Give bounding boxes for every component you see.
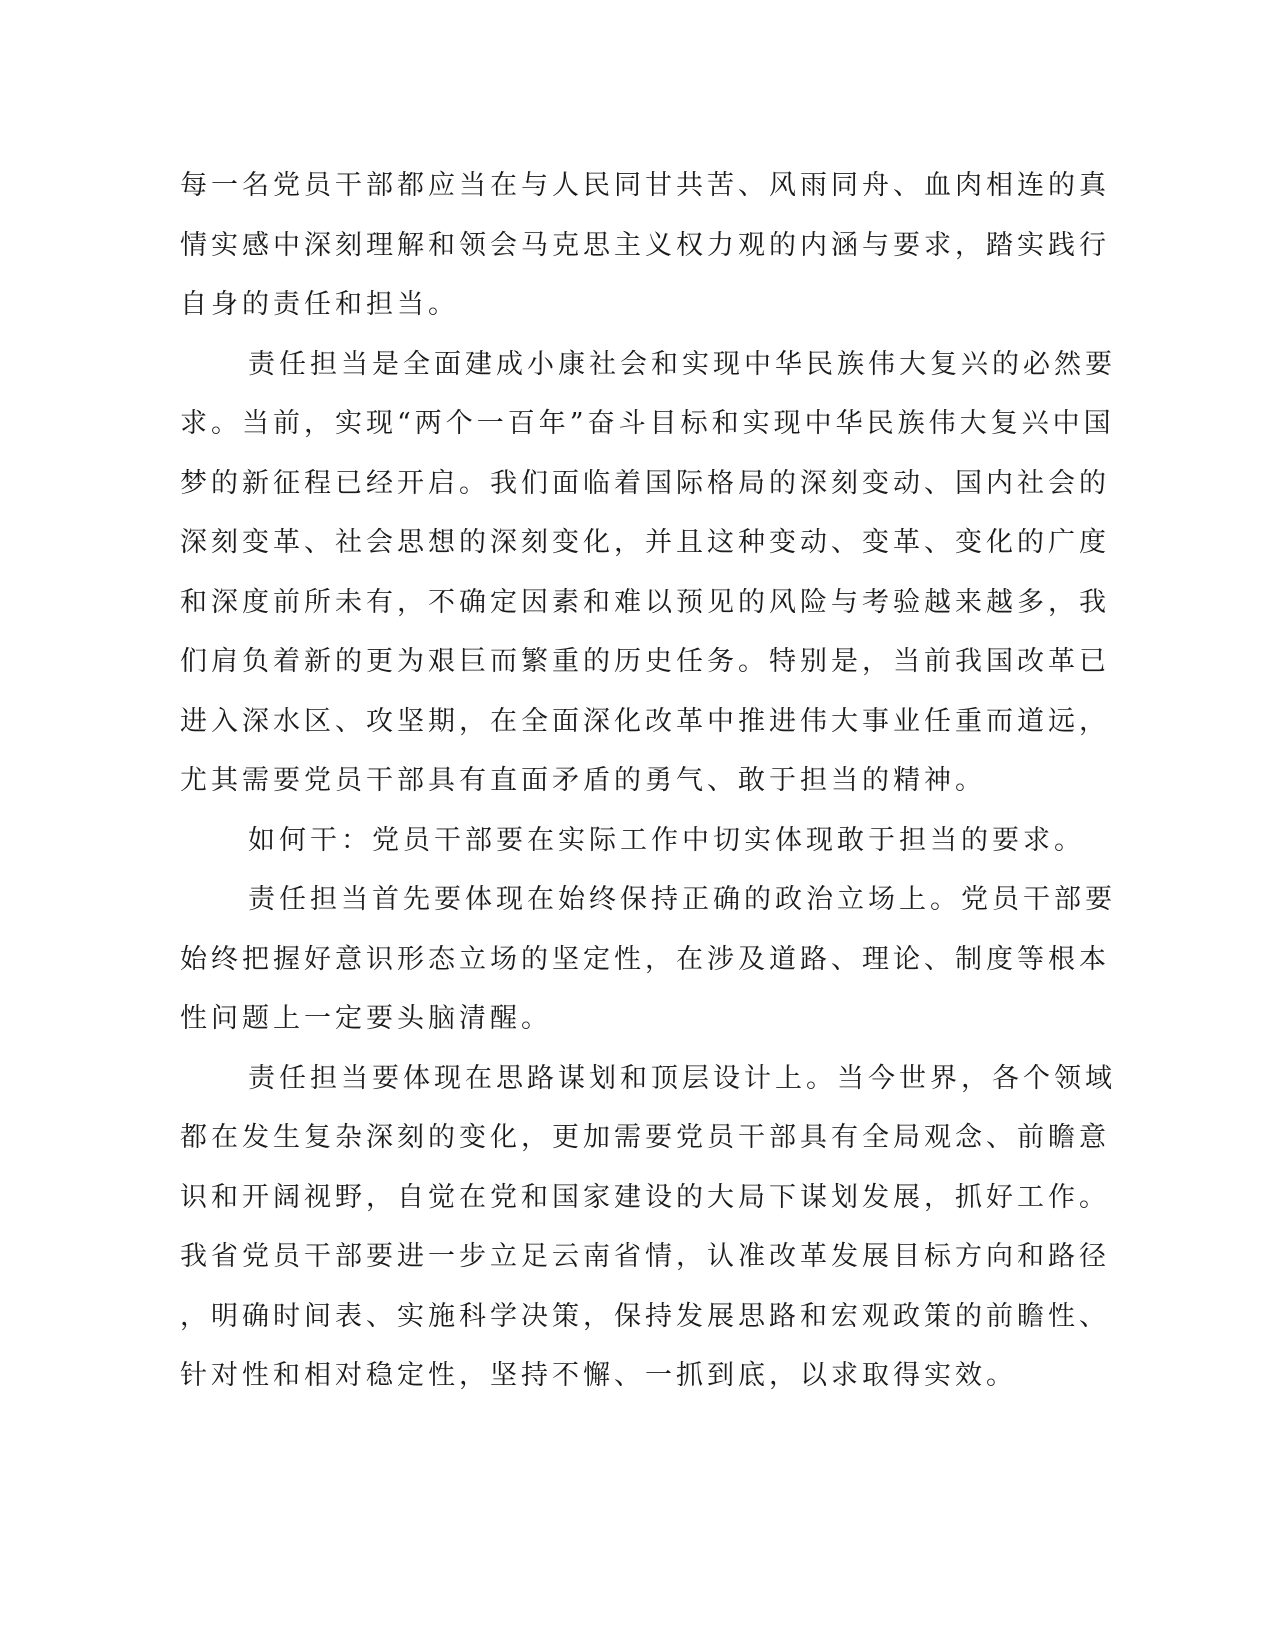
- text-line: 深刻变革、社会思想的深刻变化，并且这种变动、变革、变化的广度: [180, 527, 1110, 558]
- text-line: 始终把握好意识形态立场的坚定性，在涉及道路、理论、制度等根本: [180, 943, 1110, 975]
- text-line: 进入深水区、攻坚期，在全面深化改革中推进伟大事业任重而道远，: [180, 705, 1110, 737]
- text-line: 求。当前，实现“两个一百年”奋斗目标和实现中华民族伟大复兴中国: [180, 408, 1115, 439]
- text-line: 尤其需要党员干部具有直面矛盾的勇气、敢于担当的精神。: [180, 765, 986, 796]
- text-line: 情实感中深刻理解和领会马克思主义权力观的内涵与要求，踏实践行: [180, 229, 1110, 261]
- text-line: 自身的责任和担当。: [180, 289, 459, 320]
- paragraph-first-line: 责任担当首先要体现在始终保持正确的政治立场上。党员干部要: [248, 884, 1116, 915]
- text-line: 识和开阔视野，自觉在党和国家建设的大局下谋划发展，抓好工作。: [180, 1181, 1110, 1213]
- text-line: ，明确时间表、实施科学决策，保持发展思路和宏观政策的前瞻性、: [180, 1300, 1110, 1332]
- paragraph-first-line: 责任担当是全面建成小康社会和实现中华民族伟大复兴的必然要: [248, 348, 1116, 380]
- text-line: 每一名党员干部都应当在与人民同甘共苦、风雨同舟、血肉相连的真: [180, 170, 1110, 201]
- paragraph-first-line: 责任担当要体现在思路谋划和顶层设计上。当今世界，各个领域: [248, 1062, 1116, 1094]
- text-line: 性问题上一定要头脑清醒。: [180, 1003, 552, 1034]
- text-line: 们肩负着新的更为艰巨而繁重的历史任务。特别是，当前我国改革已: [180, 646, 1110, 677]
- text-line: 针对性和相对稳定性，坚持不懈、一抓到底，以求取得实效。: [180, 1360, 1017, 1391]
- paragraph-first-line: 如何干：党员干部要在实际工作中切实体现敢于担当的要求。: [248, 824, 1085, 856]
- text-line: 梦的新征程已经开启。我们面临着国际格局的深刻变动、国内社会的: [180, 467, 1110, 499]
- text-line: 都在发生复杂深刻的变化，更加需要党员干部具有全局观念、前瞻意: [180, 1122, 1110, 1153]
- body-text: [180, 156, 1116, 1406]
- text-line: 我省党员干部要进一步立足云南省情，认准改革发展目标方向和路径: [180, 1241, 1110, 1272]
- text-line: 和深度前所未有，不确定因素和难以预见的风险与考验越来越多，我: [180, 586, 1110, 618]
